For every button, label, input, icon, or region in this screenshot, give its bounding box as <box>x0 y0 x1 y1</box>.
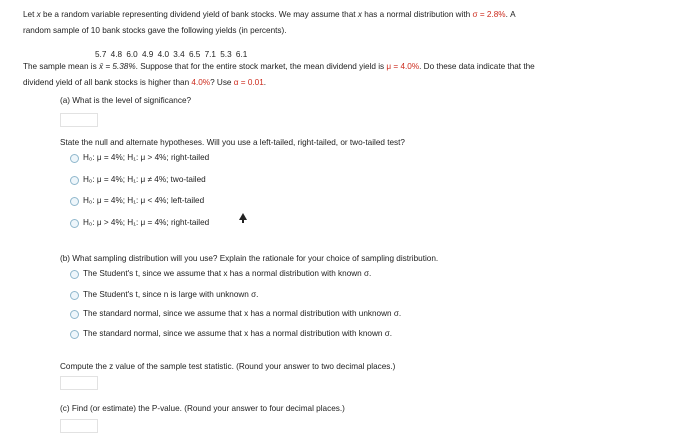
sigma-value: σ = 2.8% <box>472 10 506 19</box>
hypothesis-option-4-label[interactable]: H₀: μ > 4%; H₁: μ = 4%; right-tailed <box>83 218 210 227</box>
part-a-question: (a) What is the level of significance? <box>60 96 192 105</box>
hypothesis-option-2-radio[interactable] <box>70 176 79 185</box>
distribution-option-2-radio[interactable] <box>70 291 79 300</box>
intro-line-4: dividend yield of all bank stocks is higher than 4.0%? Use α = 0.01. <box>23 78 267 87</box>
z-value-answer-input[interactable] <box>60 376 98 390</box>
part-b-question: (b) What sampling distribution will you use? Explain the rationale for your choice of sampling distribution. <box>60 254 439 263</box>
significance-answer-input[interactable] <box>60 113 98 127</box>
distribution-option-3-radio[interactable] <box>70 310 79 319</box>
hypothesis-option-4-radio[interactable] <box>70 219 79 228</box>
p-value-answer-input[interactable] <box>60 419 98 433</box>
hypothesis-prompt: State the null and alternate hypotheses. Will you use a left-tailed, right-tailed, or two-tailed test? <box>60 138 405 147</box>
hypothesis-option-1-radio[interactable] <box>70 154 79 163</box>
distribution-option-4-label[interactable]: The standard normal, since we assume that x has a normal distribution with known σ. <box>83 329 393 338</box>
distribution-option-1-radio[interactable] <box>70 270 79 279</box>
distribution-option-4-radio[interactable] <box>70 330 79 339</box>
alpha-value: α = 0.01 <box>233 78 264 87</box>
data-values: 5.7 4.8 6.0 4.9 4.0 3.4 6.5 7.1 5.3 6.1 <box>95 50 248 59</box>
intro-line-3: The sample mean is x̄ = 5.38%. Suppose that for the entire stock market, the mean dividend yield is μ = 4.0%. Do these data indicate that the <box>23 62 535 71</box>
part-c-question: (c) Find (or estimate) the P-value. (Round your answer to four decimal places.) <box>60 404 345 413</box>
mu-value: μ = 4.0% <box>386 62 420 71</box>
distribution-option-1-label[interactable]: The Student's t, since we assume that x has a normal distribution with known σ. <box>83 269 372 278</box>
hypothesis-option-2-label[interactable]: H₀: μ = 4%; H₁: μ ≠ 4%; two-tailed <box>83 175 206 184</box>
hypothesis-option-3-label[interactable]: H₀: μ = 4%; H₁: μ < 4%; left-tailed <box>83 196 205 205</box>
sample-mean: x̄ = 5.38% <box>99 62 136 71</box>
z-value-prompt: Compute the z value of the sample test statistic. (Round your answer to two decimal places.) <box>60 362 396 371</box>
hypothesis-option-1-label[interactable]: H₀: μ = 4%; H₁: μ > 4%; right-tailed <box>83 153 210 162</box>
distribution-option-2-label[interactable]: The Student's t, since n is large with unknown σ. <box>83 290 259 299</box>
hypothesis-option-3-radio[interactable] <box>70 197 79 206</box>
intro-line-2: random sample of 10 bank stocks gave the following yields (in percents). <box>23 26 287 35</box>
intro-line-1: Let x be a random variable representing dividend yield of bank stocks. We may assume that x has a normal distribution with σ = 2.8%. A <box>23 10 516 19</box>
distribution-option-3-label[interactable]: The standard normal, since we assume that x has a normal distribution with unknown σ. <box>83 309 402 318</box>
